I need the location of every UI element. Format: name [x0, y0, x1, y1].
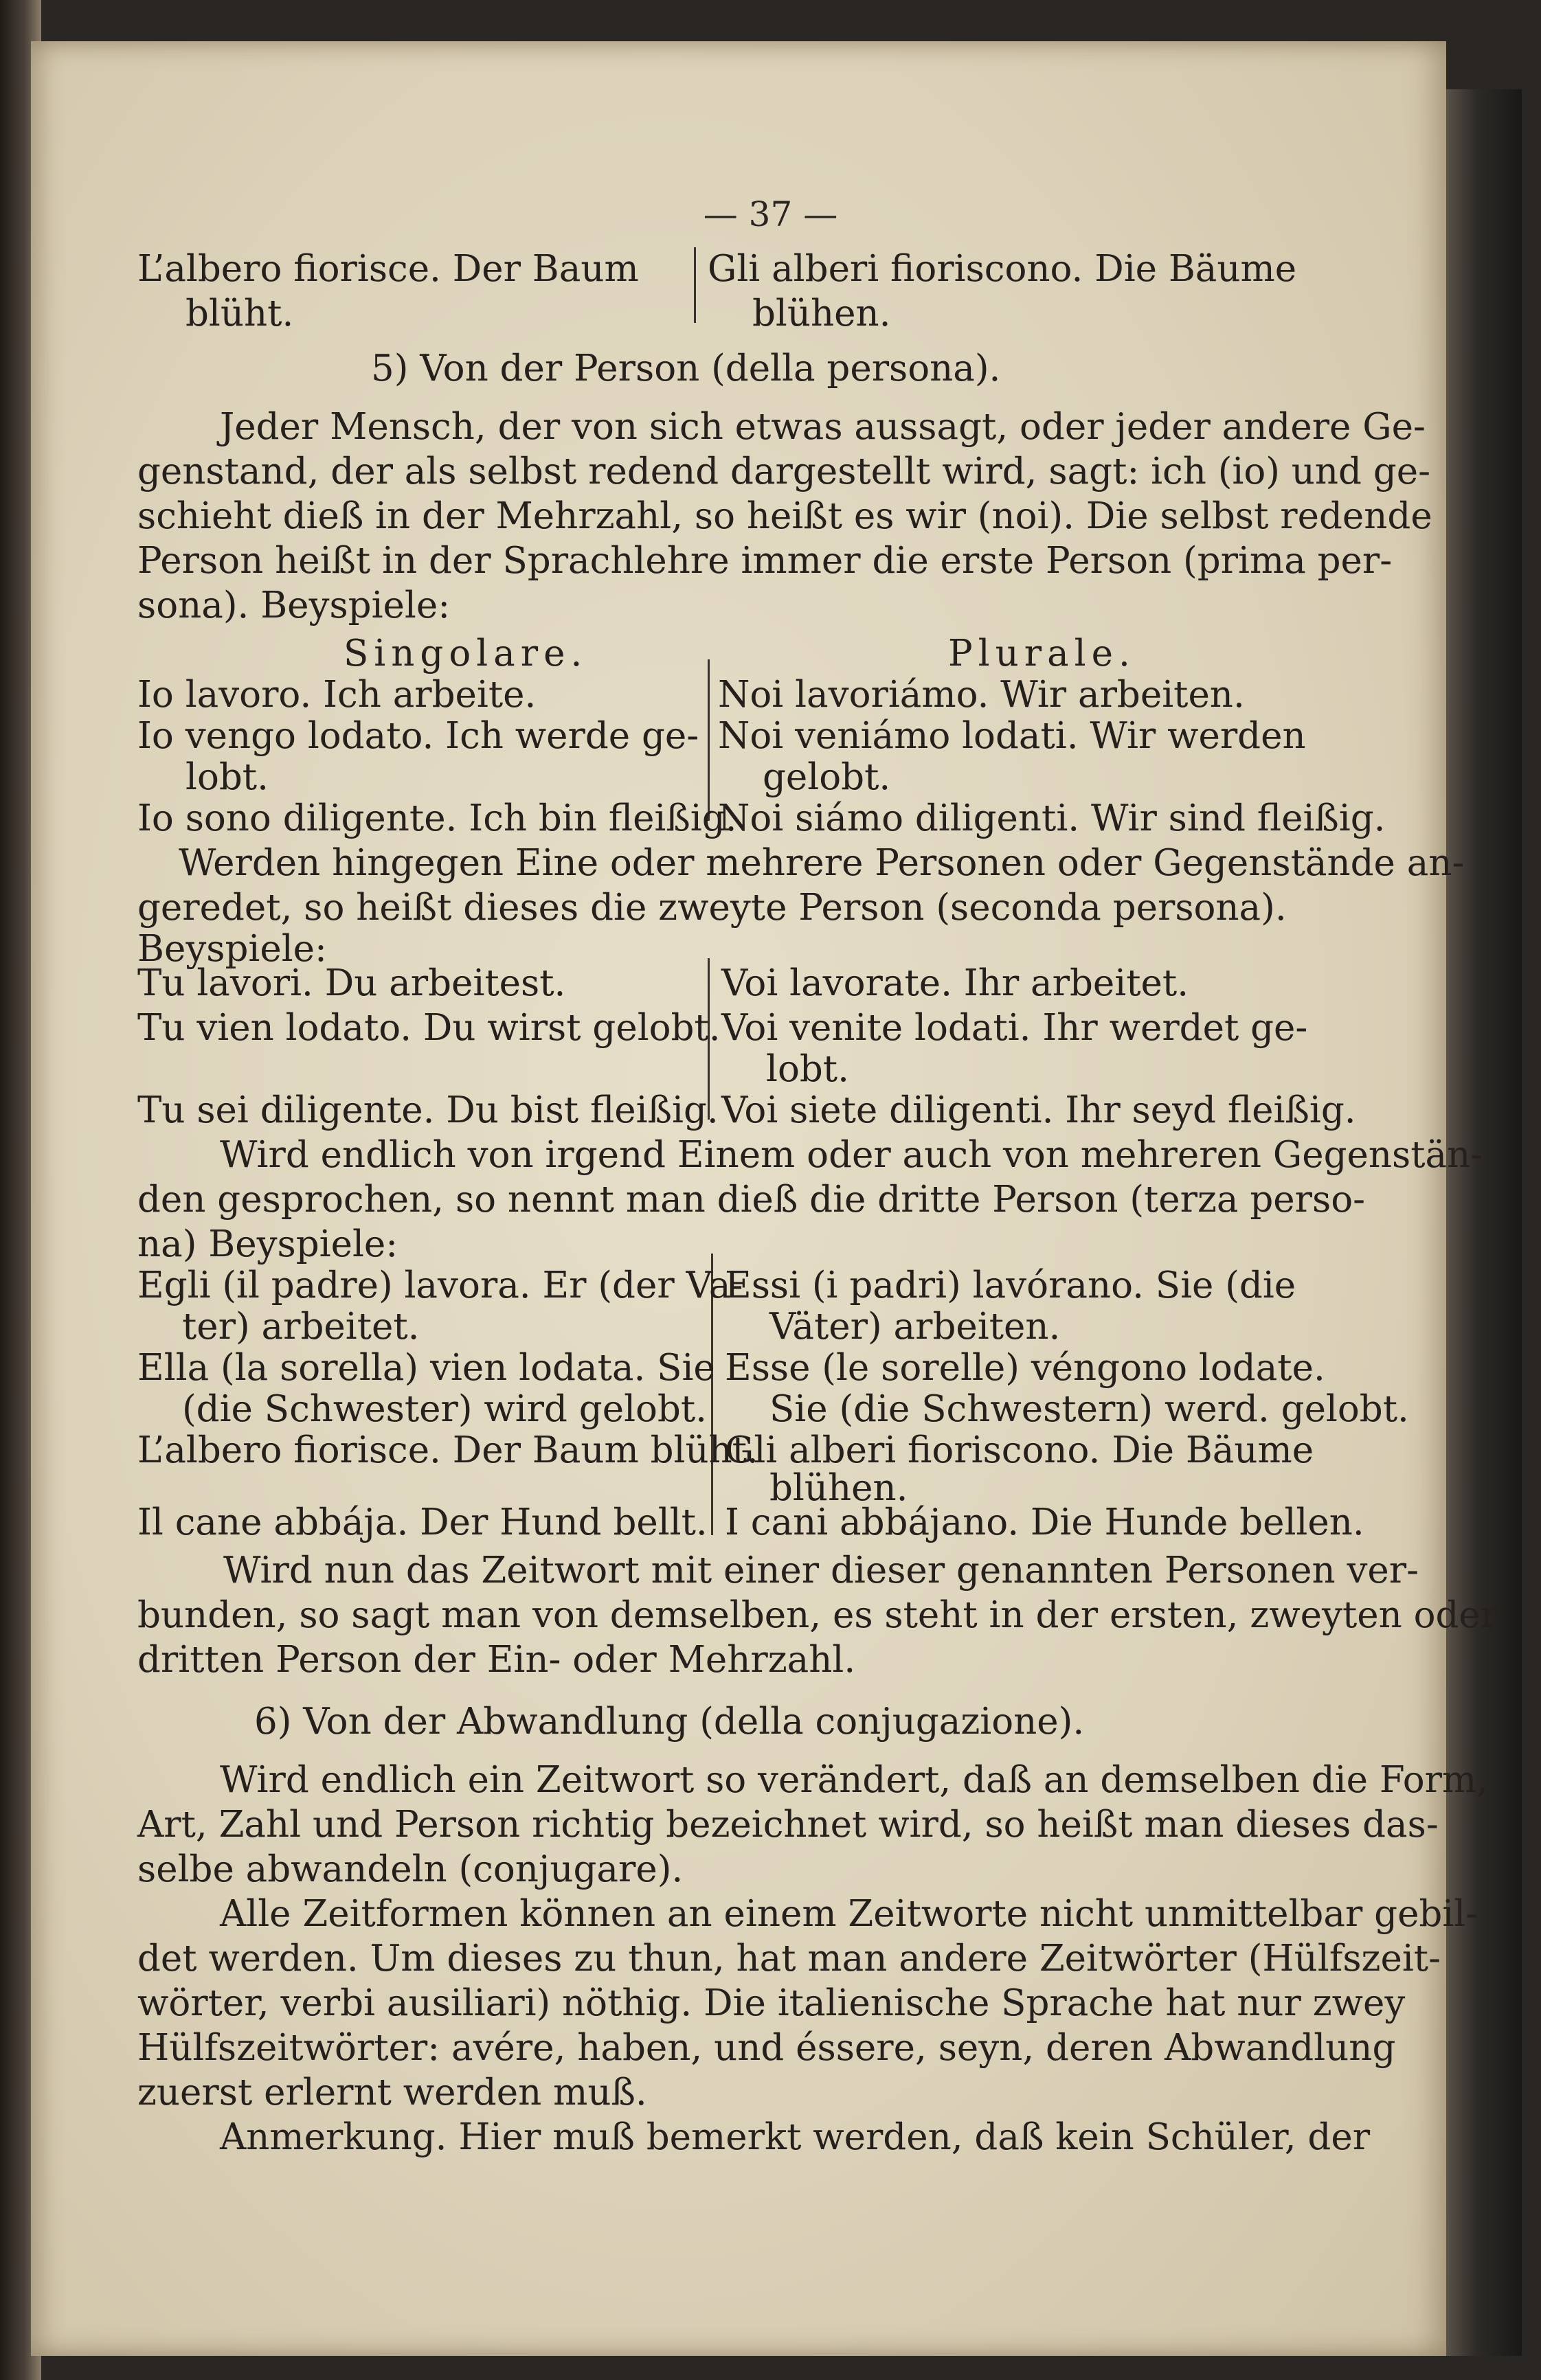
block4-right-line: blühen. — [769, 1467, 908, 1509]
block3-left-line: Tu vien lodato. Du wirst gelobt. — [137, 1007, 721, 1049]
block4-left-line: L’albero fiorisce. Der Baum blüht. — [137, 1429, 758, 1471]
block3-right-line: Voi siete diligenti. Ihr seyd fleißig. — [721, 1089, 1356, 1131]
block4-left-line: Il cane abbája. Der Hund bellt. — [137, 1501, 708, 1543]
paragraph-line: Wird endlich ein Zeitwort so verändert, daß an demselben die Form, — [220, 1759, 1489, 1801]
block4-right-line: Esse (le sorelle) véngono lodate. — [725, 1347, 1325, 1389]
block2-left-line: Io lavoro. Ich arbeite. — [137, 674, 537, 716]
block4-left-line: Ella (la sorella) vien lodata. Sie — [137, 1347, 715, 1389]
paragraph-line: Alle Zeitformen können an einem Zeitworte nicht unmittelbar gebil- — [220, 1893, 1478, 1935]
paragraph-line: wörter, verbi ausiliari) nöthig. Die italienische Sprache hat nur zwey — [137, 1982, 1406, 2024]
block2-left-line: Io sono diligente. Ich bin fleißig. — [137, 797, 737, 839]
block4-right-line: I cani abbájano. Die Hunde bellen. — [725, 1501, 1364, 1543]
section-heading-person: 5) Von der Person (della persona). — [371, 348, 1001, 389]
block4-right-line: Gli alberi fioriscono. Die Bäume — [725, 1429, 1314, 1471]
block1-left-line: L’albero fiorisce. Der Baum — [137, 248, 639, 290]
paragraph-line: geredet, so heißt dieses die zweyte Person (seconda persona). — [137, 887, 1287, 929]
block3-right-line: Voi lavorate. Ihr arbeitet. — [721, 962, 1189, 1004]
paragraph-line: Hülfszeitwörter: avére, haben, und éssere, seyn, deren Abwandlung — [137, 2027, 1396, 2069]
paragraph-line: Beyspiele: — [137, 928, 327, 970]
paragraph-line: Wird endlich von irgend Einem oder auch von mehreren Gegenstän- — [220, 1134, 1483, 1176]
block3-left-line: Tu lavori. Du arbeitest. — [137, 962, 566, 1004]
paragraph-line: dritten Person der Ein- oder Mehrzahl. — [137, 1639, 856, 1681]
section-heading-conjugation: 6) Von der Abwandlung (della conjugazione). — [254, 1701, 1085, 1743]
paragraph-line: genstand, der als selbst redend dargestellt wird, sagt: ich (io) und ge- — [137, 451, 1431, 492]
block2-right-line: Noi veniámo lodati. Wir werden — [718, 715, 1306, 757]
paragraph-line: Jeder Mensch, der von sich etwas aussagt, oder jeder andere Ge- — [220, 406, 1426, 448]
paragraph-line: selbe abwandeln (conjugare). — [137, 1848, 684, 1890]
block2-right-line: gelobt. — [763, 756, 891, 798]
block1-right-line: Gli alberi fioriscono. Die Bäume — [708, 248, 1297, 290]
block3-right-line: lobt. — [766, 1048, 849, 1090]
block2-left-line: lobt. — [185, 756, 269, 798]
column-divider — [694, 247, 696, 323]
paragraph-line: zuerst erlernt werden muß. — [137, 2072, 647, 2113]
block4-left-line: (die Schwester) wird gelobt. — [182, 1388, 707, 1430]
paragraph-line: Wird nun das Zeitwort mit einer dieser genannten Personen ver- — [223, 1550, 1419, 1591]
paragraph-line: Anmerkung. Hier muß bemerkt werden, daß kein Schüler, der — [220, 2116, 1371, 2158]
paragraph-line: det werden. Um dieses zu thun, hat man andere Zeitwörter (Hülfszeit- — [137, 1938, 1441, 1980]
block1-left-line: blüht. — [185, 293, 294, 335]
paragraph-line: Art, Zahl und Person richtig bezeichnet wird, so heißt man dieses das- — [137, 1804, 1439, 1846]
paragraph-line: schieht dieß in der Mehrzahl, so heißt es wir (noi). Die selbst redende — [137, 495, 1432, 537]
paragraph-line: Werden hingegen Eine oder mehrere Personen oder Gegenstände an- — [179, 842, 1465, 884]
block4-left-line: ter) arbeitet. — [182, 1306, 420, 1348]
block4-right-line: Väter) arbeiten. — [769, 1306, 1061, 1348]
paragraph-line: den gesprochen, so nennt man dieß die dritte Person (terza perso- — [137, 1179, 1366, 1221]
block2-right-line: Noi siámo diligenti. Wir sind fleißig. — [718, 797, 1386, 839]
paragraph-line: na) Beyspiele: — [137, 1223, 398, 1265]
page-number: — 37 — — [703, 194, 838, 234]
paragraph-line: sona). Beyspiele: — [137, 585, 451, 626]
block3-left-line: Tu sei diligente. Du bist fleißig. — [137, 1089, 719, 1131]
block2-left-line: Io vengo lodato. Ich werde ge- — [137, 715, 699, 757]
paragraph-line: Person heißt in der Sprachlehre immer die erste Person (prima per- — [137, 540, 1393, 582]
label-plural: Plurale. — [948, 633, 1136, 675]
block4-left-line: Egli (il padre) lavora. Er (der Va- — [137, 1265, 743, 1306]
paragraph-line: bunden, so sagt man von demselben, es steht in der ersten, zweyten oder — [137, 1594, 1498, 1636]
label-singular: Singolare. — [344, 633, 588, 675]
block4-right-line: Essi (i padri) lavórano. Sie (die — [725, 1265, 1296, 1306]
block3-right-line: Voi venite lodati. Ihr werdet ge- — [721, 1007, 1308, 1049]
block4-right-line: Sie (die Schwestern) werd. gelobt. — [769, 1388, 1409, 1430]
block1-right-line: blühen. — [752, 293, 891, 335]
block2-right-line: Noi lavoriámo. Wir arbeiten. — [718, 674, 1245, 716]
